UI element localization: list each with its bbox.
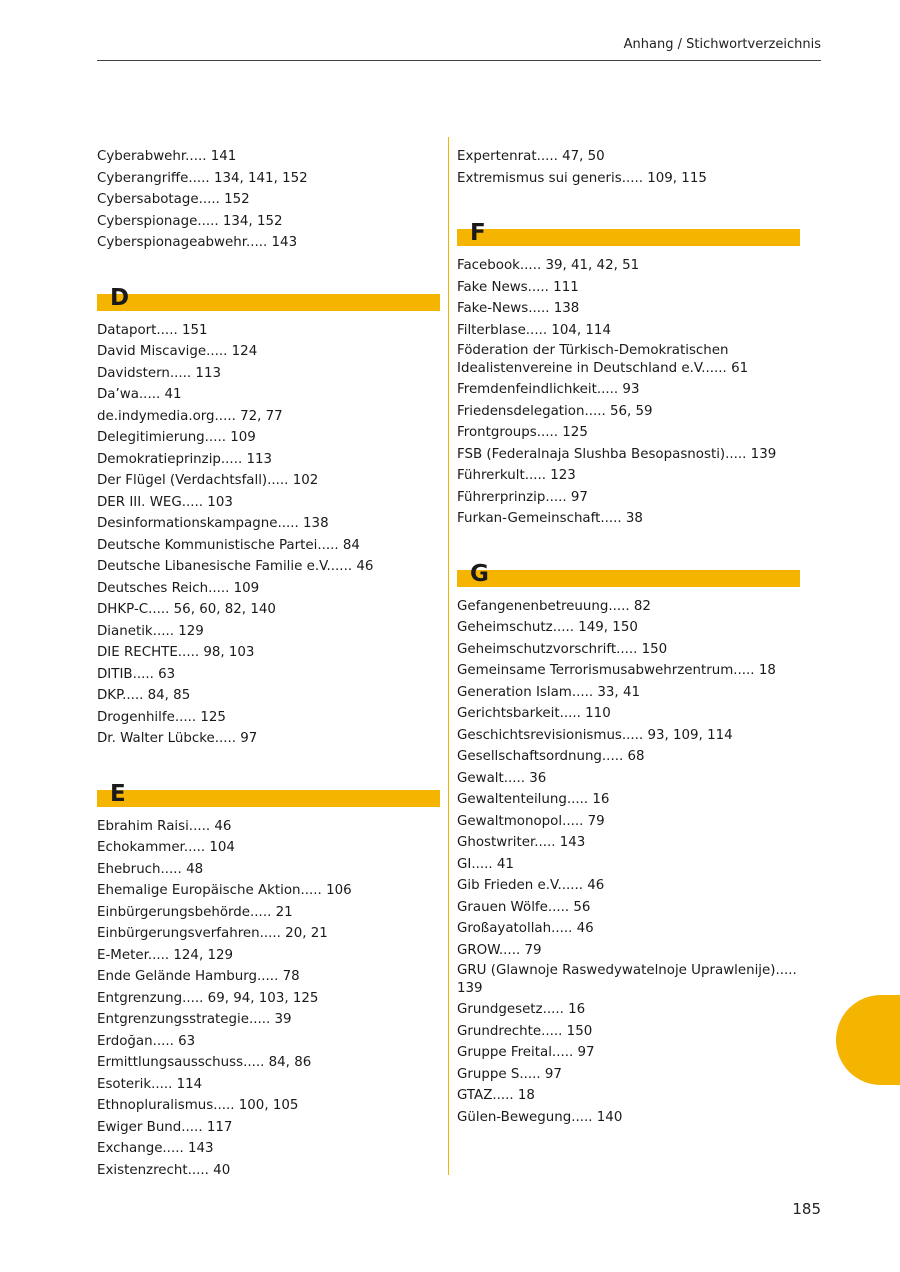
index-entry: de.indymedia.org..... 72, 77 (97, 408, 283, 424)
letter-label: F (470, 220, 486, 246)
index-entry: Delegitimierung..... 109 (97, 430, 256, 445)
index-group-e (97, 816, 440, 1182)
letter-heading-d (97, 254, 440, 320)
index-entry: Entgrenzungsstrategie..... 39 (97, 1012, 292, 1027)
index-entry: Davidstern..... 113 (97, 365, 221, 381)
index-entry: Filterblase..... 104, 114 (457, 322, 611, 338)
index-entry: Dianetik..... 129 (97, 623, 204, 639)
letter-heading-f (457, 189, 800, 255)
index-entry: Friedensdelegation..... 56, 59 (457, 403, 653, 419)
letter-label: E (110, 780, 126, 807)
index-entry: Dataport..... 151 (97, 322, 208, 338)
index-entry: Cyberangriffe..... 134, 141, 152 (97, 170, 308, 186)
index-entry: David Miscavige..... 124 (97, 344, 258, 359)
index-entry: Gesellschaftsordnung..... 68 (457, 749, 645, 764)
index-entry: Grundgesetz..... 16 (457, 1002, 586, 1017)
index-entry: Deutsche Kommunistische Partei..... 84 (97, 537, 360, 553)
index-entry: E-Meter..... 124, 129 (97, 947, 234, 963)
index-entry: Großayatollah..... 46 (457, 921, 594, 936)
index-entry: Gefangenenbetreuung..... 82 (457, 598, 651, 614)
index-entry: Cyberspionageabwehr..... 143 (97, 235, 298, 250)
index-entry: Gewaltenteilung..... 16 (457, 792, 610, 807)
index-entry: Grundrechte..... 150 (457, 1023, 593, 1039)
letter-bar (97, 294, 440, 311)
index-entry: GI..... 41 (457, 856, 514, 872)
page-number: 185 (792, 1200, 821, 1218)
index-column-right (457, 146, 800, 1128)
index-entry: Geheimschutzvorschrift..... 150 (457, 641, 668, 657)
letter-heading-e (97, 750, 440, 816)
index-entry: Ebrahim Raisi..... 46 (97, 818, 232, 834)
index-entry: Drogenhilfe..... 125 (97, 709, 226, 725)
index-entry: Demokratieprinzip..... 113 (97, 451, 273, 467)
letter-bar (97, 790, 440, 807)
index-entry: Deutsches Reich..... 109 (97, 580, 260, 596)
index-entry: Grauen Wölfe..... 56 (457, 899, 591, 915)
index-entry: GROW..... 79 (457, 942, 542, 958)
index-entry: Gewaltmonopol..... 79 (457, 813, 605, 829)
index-entry: Expertenrat..... 47, 50 (457, 149, 605, 164)
index-entry: Gruppe Freital..... 97 (457, 1045, 595, 1060)
index-entry: Ende Gelände Hamburg..... 78 (97, 969, 300, 984)
index-entry: Desinformationskampagne..... 138 (97, 516, 329, 531)
index-entry: Exchange..... 143 (97, 1141, 214, 1156)
index-entry: DITIB..... 63 (97, 666, 176, 682)
running-header: Anhang / Stichwortverzeichnis (623, 37, 821, 52)
index-group-e-continued (457, 146, 800, 189)
index-entry: Einbürgerungsbehörde..... 21 (97, 904, 293, 920)
index-entry: Föderation der Türkisch-Demokratischen Idealistenvereine in Deutschland e.V...... 61 (457, 343, 749, 376)
index-entry: Führerprinzip..... 97 (457, 489, 588, 505)
index-entry: Ghostwriter..... 143 (457, 835, 586, 850)
index-entry: Frontgroups..... 125 (457, 425, 588, 440)
letter-bar (457, 570, 800, 587)
index-entry: Ethnopluralismus..... 100, 105 (97, 1098, 299, 1113)
index-entry: Deutsche Libanesische Familie e.V...... 46 (97, 559, 374, 574)
index-column-left (97, 146, 440, 1181)
index-entry: Einbürgerungsverfahren..... 20, 21 (97, 926, 328, 941)
index-entry: Gewalt..... 36 (457, 770, 547, 786)
index-entry: Fake-News..... 138 (457, 301, 580, 316)
index-entry: DHKP-C..... 56, 60, 82, 140 (97, 602, 276, 617)
index-entry: Gerichtsbarkeit..... 110 (457, 706, 611, 721)
index-entry: Ehebruch..... 48 (97, 861, 204, 877)
index-entry: Geheimschutz..... 149, 150 (457, 620, 638, 635)
index-entry: Extremismus sui generis..... 109, 115 (457, 170, 707, 186)
index-entry: DER III. WEG..... 103 (97, 494, 233, 510)
index-entry: Furkan-Gemeinschaft..... 38 (457, 511, 643, 526)
index-entry: Existenzrecht..... 40 (97, 1162, 231, 1178)
letter-heading-g (457, 530, 800, 596)
index-entry: DKP..... 84, 85 (97, 688, 191, 703)
index-entry: GTAZ..... 18 (457, 1088, 535, 1103)
index-group-g (457, 596, 800, 1129)
index-entry: Gruppe S..... 97 (457, 1066, 562, 1082)
index-entry: GRU (Glawnoje Raswedywatelnoje Uprawlenije)..... 139 (457, 963, 797, 996)
index-entry: DIE RECHTE..... 98, 103 (97, 645, 255, 660)
index-entry: Gemeinsame Terrorismusabwehrzentrum..... 18 (457, 663, 776, 678)
index-entry: Da’wa..... 41 (97, 387, 182, 402)
index-group-c (97, 146, 440, 254)
index-entry: Cyberspionage..... 134, 152 (97, 213, 283, 229)
column-divider (448, 137, 449, 1175)
thumb-index-tab (836, 995, 900, 1085)
index-entry: Ewiger Bund..... 117 (97, 1119, 233, 1135)
index-entry: Geschichtsrevisionismus..... 93, 109, 114 (457, 727, 733, 743)
index-entry: Erdoğan..... 63 (97, 1033, 196, 1049)
index-entry: Führerkult..... 123 (457, 468, 576, 483)
index-entry: Gülen-Bewegung..... 140 (457, 1109, 623, 1125)
index-entry: Entgrenzung..... 69, 94, 103, 125 (97, 990, 319, 1006)
index-entry: Fremdenfeindlichkeit..... 93 (457, 382, 640, 397)
index-entry: FSB (Federalnaja Slushba Besopasnosti)..... 139 (457, 446, 777, 462)
letter-bar (457, 229, 800, 246)
index-entry: Echokammer..... 104 (97, 840, 235, 855)
index-entry: Ehemalige Europäische Aktion..... 106 (97, 883, 352, 898)
index-entry: Gib Frieden e.V...... 46 (457, 878, 605, 893)
index-entry: Der Flügel (Verdachtsfall)..... 102 (97, 473, 319, 488)
index-entry: Facebook..... 39, 41, 42, 51 (457, 258, 640, 273)
index-entry: Esoterik..... 114 (97, 1076, 203, 1092)
index-entry: Fake News..... 111 (457, 279, 579, 295)
index-group-d (97, 320, 440, 750)
letter-label: G (470, 560, 489, 587)
index-entry: Ermittlungsausschuss..... 84, 86 (97, 1055, 312, 1070)
index-entry: Cyberabwehr..... 141 (97, 149, 237, 164)
letter-label: D (110, 284, 130, 311)
index-group-f (457, 255, 800, 530)
index-entry: Dr. Walter Lübcke..... 97 (97, 731, 258, 746)
header-rule (97, 60, 821, 61)
index-entry: Cybersabotage..... 152 (97, 192, 250, 207)
index-entry: Generation Islam..... 33, 41 (457, 684, 640, 700)
